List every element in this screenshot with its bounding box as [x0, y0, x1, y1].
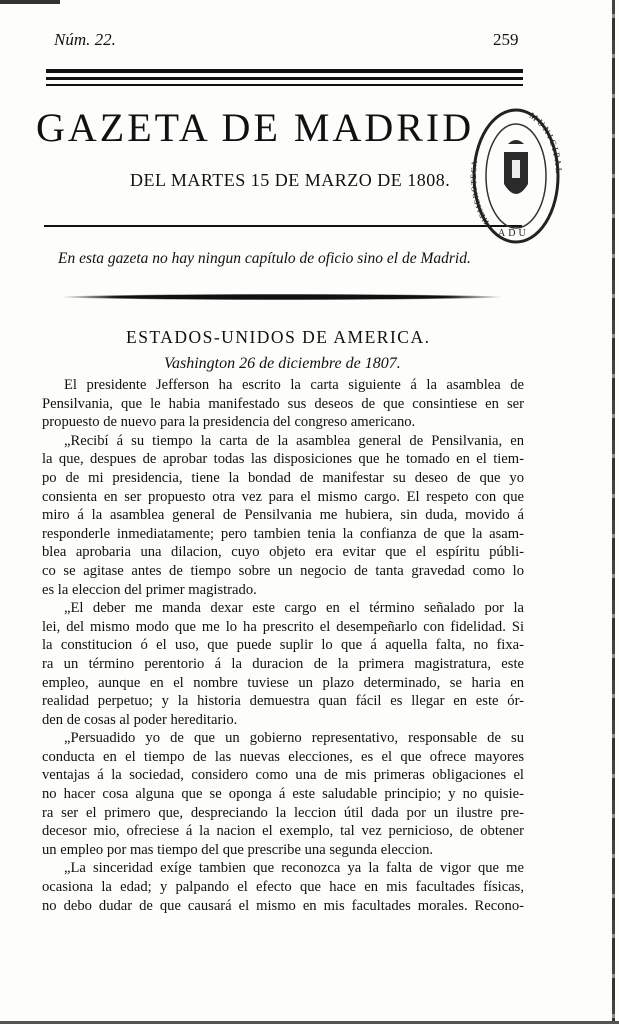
- article-line: ocasiona la edad; y palpando el efecto que hace en mis facultades físicas,: [42, 879, 524, 896]
- issue-dateline: DEL MARTES 15 DE MARZO DE 1808.: [130, 170, 451, 190]
- coat-of-arms-icon: [504, 140, 528, 194]
- stamp-text-right: MUNICIPAL: [527, 110, 564, 176]
- article-line: lei, del mismo modo que me lo ha prescrito el desempeñarlo con fidelidad. Si: [42, 618, 524, 635]
- article-line: propuesto de nuevo para la presidencia del congreso americano.: [42, 414, 416, 431]
- masthead-rule-top-1: [46, 69, 523, 73]
- masthead-rule-top-3: [46, 84, 523, 86]
- article-line: blea aprobaria una dilacion, cuyo objeto era evitar que el espíritu públi-: [42, 544, 524, 561]
- article-line: realidad perpetuo; y la historia demuestra quan fácil es llegar en este ór-: [42, 693, 524, 710]
- article-line: no debo dudar de que causará el mismo en mis facultades morales. Recono-: [42, 897, 524, 914]
- article-line: la que, despues de aprobar todas las disposiciones que he tomado en el tiem-: [42, 451, 524, 468]
- article-line: empleo, aunque en el nombre tuviese un plazo determinado, se haria en: [42, 674, 524, 691]
- article-line: den de cosas al poder hereditario.: [42, 711, 238, 728]
- masthead-title: GAZETA DE MADRID: [36, 105, 475, 150]
- page-edge-top: [0, 0, 60, 4]
- article-line: Pensilvania, que le habia manifestado sus deseos de que consintiese en ser: [42, 395, 524, 412]
- article-line: „Recibí á su tiempo la carta de la asamblea general de Pensilvania, en: [64, 432, 524, 449]
- article-line: responderle inmediatamente; pero tambien tenia la confianza de que la asam-: [42, 525, 524, 542]
- dateline-rule: [44, 225, 522, 227]
- masthead-rule-top-2: [46, 77, 523, 80]
- article-line: ventajas á la sociedad, considero como una de mis primeras obligaciones el: [42, 767, 524, 784]
- article-line: consienta en ser propuesto otra vez para el mismo cargo. El respeto con que: [42, 488, 524, 505]
- article-line: un empleo por mas tiempo del que prescribe una segunda eleccion.: [42, 841, 434, 858]
- article-line: „La sinceridad exíge tambien que reconozca ya la falta de vigor que me: [64, 860, 524, 877]
- article-line: miro á la asamblea general de Pensilvania me hubiera, sin duda, movido á: [42, 507, 524, 524]
- article-line: conducta en el tiempo de las nuevas elecciones, es el que ofrece mayores: [42, 748, 524, 765]
- article-line: El presidente Jefferson ha escrito la carta siguiente á la asamblea de: [64, 377, 524, 393]
- stamp-text-bottom: ADU: [498, 228, 529, 239]
- library-stamp: [468, 100, 564, 250]
- page-number: 259: [493, 30, 519, 49]
- article-section-title: ESTADOS-UNIDOS DE AMERICA.: [126, 327, 431, 347]
- article-line: co se agitase antes de tiempo sobre un negocio de tanta gravedad como lo: [42, 562, 524, 579]
- article-line: decesor mio, ofreciese á la nacion el exemplo, tal vez pernicioso, de obtener: [42, 823, 524, 840]
- article-line: ra ser el primero que, despreciando la leccion útil dada por un ilustre pre-: [42, 804, 524, 821]
- article-line: „Persuadido yo de que un gobierno representativo, responsable de su: [64, 730, 524, 747]
- article-line: „El deber me manda dexar este cargo en el término señalado por la: [64, 600, 524, 617]
- official-notice: En esta gazeta no hay ningun capítulo de oficio sino el de Madrid.: [58, 250, 471, 267]
- article-body: [42, 376, 524, 915]
- page-edge-right: [612, 0, 615, 1024]
- article-line: la constitucion ó el uso, que puede suplir lo que á aquella falta, no fixa-: [42, 637, 524, 654]
- article-line: po de mi presidencia, tiene la bondad de manifestar su deseo de que yo: [42, 469, 524, 486]
- article-line: es la eleccion del primer magistrado.: [42, 581, 257, 598]
- stamp-text-left: HEMEROTECA: [468, 158, 491, 226]
- article-line: no hacer cosa alguna que se oponga á este saludable principio; y no quisie-: [42, 786, 524, 803]
- section-divider-ornament: [64, 294, 500, 300]
- article-dateline: Vashington 26 de diciembre de 1807.: [164, 355, 401, 372]
- article-line: ra un término perentorio á la duracion de la primera magistratura, este: [42, 655, 524, 672]
- issue-number: Núm. 22.: [54, 30, 116, 49]
